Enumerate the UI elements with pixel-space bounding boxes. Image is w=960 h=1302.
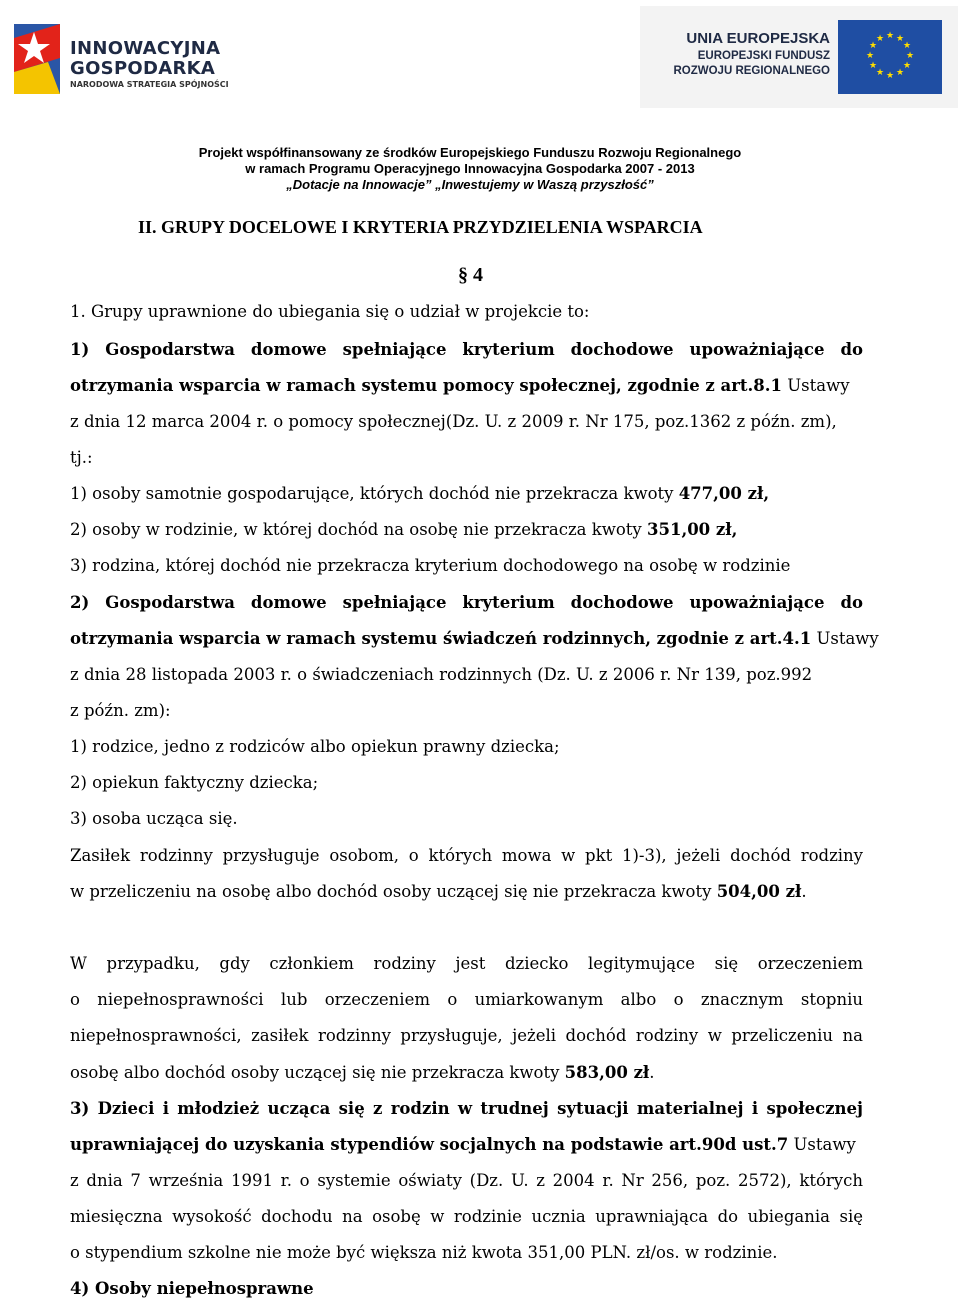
eu-line3: ROZWOJU REGIONALNEGO	[673, 65, 830, 77]
svg-text:★: ★	[895, 68, 905, 78]
text-span: Ustawy	[782, 376, 850, 395]
text-line	[70, 628, 879, 650]
text-line: Zasiłek rodzinny przysługuje osobom, o których mowa w pkt 1)-3), jeżeli dochód rodziny	[70, 846, 863, 865]
text-line	[70, 1134, 863, 1156]
text-span: otrzymania wsparcia w ramach systemu świadczeń rodzinnych, zgodnie z art.4.1	[70, 629, 812, 648]
text-line: 3) rodzina, której dochód nie przekracza kryterium dochodowego na osobę w rodzinie	[70, 556, 791, 575]
svg-text:★: ★	[875, 68, 885, 78]
text-line: W przypadku, gdy członkiem rodziny jest dziecko legitymujące się orzeczeniem	[70, 954, 863, 973]
text-line: 3) osoba ucząca się.	[70, 809, 238, 828]
text-line	[70, 1062, 863, 1084]
text-line: 1) Gospodarstwa domowe spełniające kryterium dochodowe upoważniające do	[70, 340, 863, 359]
svg-text:★: ★	[865, 51, 875, 61]
svg-text:★: ★	[905, 51, 915, 61]
logo-left-line1: INNOWACYJNA	[70, 38, 221, 59]
eu-line2: EUROPEJSKI FUNDUSZ	[697, 50, 830, 62]
text-span: Ustawy	[811, 629, 879, 648]
text-span: w przeliczeniu na osobę albo dochód osoby uczącej się nie przekracza kwoty	[70, 882, 717, 901]
amount: 477,00 zł,	[678, 484, 770, 503]
text-line: tj.:	[70, 448, 93, 467]
text-line	[70, 519, 863, 541]
text-span: Ustawy	[788, 1135, 856, 1154]
logo-left-line3: NARODOWA STRATEGIA SPÓJNOŚCI	[70, 80, 229, 89]
header-line3: „Dotacje na Innowacje” „Inwestujemy w Waszą przyszłość”	[286, 177, 654, 192]
amount: 583,00 zł	[564, 1063, 650, 1082]
svg-text:★: ★	[885, 71, 895, 81]
text-line: 2) opiekun faktyczny dziecka;	[70, 773, 319, 792]
svg-text:★: ★	[885, 31, 895, 41]
text-line: 2) Gospodarstwa domowe spełniające kryterium dochodowe upoważniające do	[70, 593, 863, 612]
amount: 504,00 zł	[716, 882, 802, 901]
text-span: 2) osoby w rodzinie, w której dochód na osobę nie przekracza kwoty	[70, 520, 648, 539]
ig-star-icon	[8, 18, 68, 98]
text-span: .	[801, 882, 807, 901]
text-span: otrzymania wsparcia w ramach systemu pomocy społecznej, zgodnie z art.8.1	[70, 376, 783, 395]
svg-text:★: ★	[902, 61, 912, 71]
text-line	[70, 483, 863, 505]
svg-text:★: ★	[895, 34, 905, 44]
text-line: o stypendium szkolne nie może być większa niż kwota 351,00 PLN. zł/os. w rodzinie.	[70, 1243, 778, 1262]
eu-flag-icon	[838, 20, 942, 94]
text-line: z dnia 12 marca 2004 r. o pomocy społecznej(Dz. U. z 2009 r. Nr 175, poz.1362 z późn. zm),	[70, 412, 837, 431]
text-line: 1. Grupy uprawnione do ubiegania się o udział w projekcie to:	[70, 302, 590, 321]
text-line: z późn. zm):	[70, 701, 171, 720]
text-line: 3) Dzieci i młodzież ucząca się z rodzin w trudnej sytuacji materialnej i społecznej	[70, 1099, 863, 1118]
text-line: miesięczna wysokość dochodu na osobę w rodzinie ucznia uprawniająca do ubiegania się	[70, 1207, 863, 1226]
eu-logo	[640, 6, 958, 108]
text-span: .	[649, 1063, 655, 1082]
paragraph-mark: § 4	[458, 264, 483, 286]
text-span: uprawniającej do uzyskania stypendiów socjalnych na podstawie art.90d ust.7	[70, 1135, 789, 1154]
text-span: 1) osoby samotnie gospodarujące, których dochód nie przekracza kwoty	[70, 484, 679, 503]
header-line1: Projekt współfinansowany ze środków Europejskiego Funduszu Rozwoju Regionalnego	[198, 145, 742, 160]
innowacyjna-gospodarka-logo	[8, 18, 248, 100]
text-span: osobę albo dochód osoby uczącej się nie przekracza kwoty	[70, 1063, 565, 1082]
text-line: 4) Osoby niepełnosprawne	[70, 1279, 314, 1298]
text-line: niepełnosprawności, zasiłek rodzinny przysługuje, jeżeli dochód rodziny w przeliczeniu na	[70, 1026, 863, 1045]
text-line	[70, 881, 863, 903]
svg-text:★: ★	[875, 34, 885, 44]
header-line2: w ramach Programu Operacyjnego Innowacyjna Gospodarka 2007 - 2013	[245, 161, 695, 176]
amount: 351,00 zł,	[647, 520, 738, 539]
text-line: o niepełnosprawności lub orzeczeniem o umiarkowanym albo o znacznym stopniu	[70, 990, 863, 1009]
svg-text:★: ★	[902, 41, 912, 51]
text-line	[70, 375, 863, 397]
text-line: z dnia 7 września 1991 r. o systemie oświaty (Dz. U. z 2004 r. Nr 256, poz. 2572), których	[70, 1171, 863, 1190]
text-line: 1) rodzice, jedno z rodziców albo opiekun prawny dziecka;	[70, 737, 560, 756]
section-title: II. GRUPY DOCELOWE I KRYTERIA PRZYDZIELENIA WSPARCIA	[138, 217, 703, 237]
eu-line1: UNIA EUROPEJSKA	[686, 30, 830, 47]
logo-left-line2: GOSPODARKA	[70, 58, 216, 79]
text-line: z dnia 28 listopada 2003 r. o świadczeniach rodzinnych (Dz. U. z 2006 r. Nr 139, poz.992	[70, 665, 813, 684]
svg-text:★: ★	[868, 61, 878, 71]
svg-text:★: ★	[868, 41, 878, 51]
